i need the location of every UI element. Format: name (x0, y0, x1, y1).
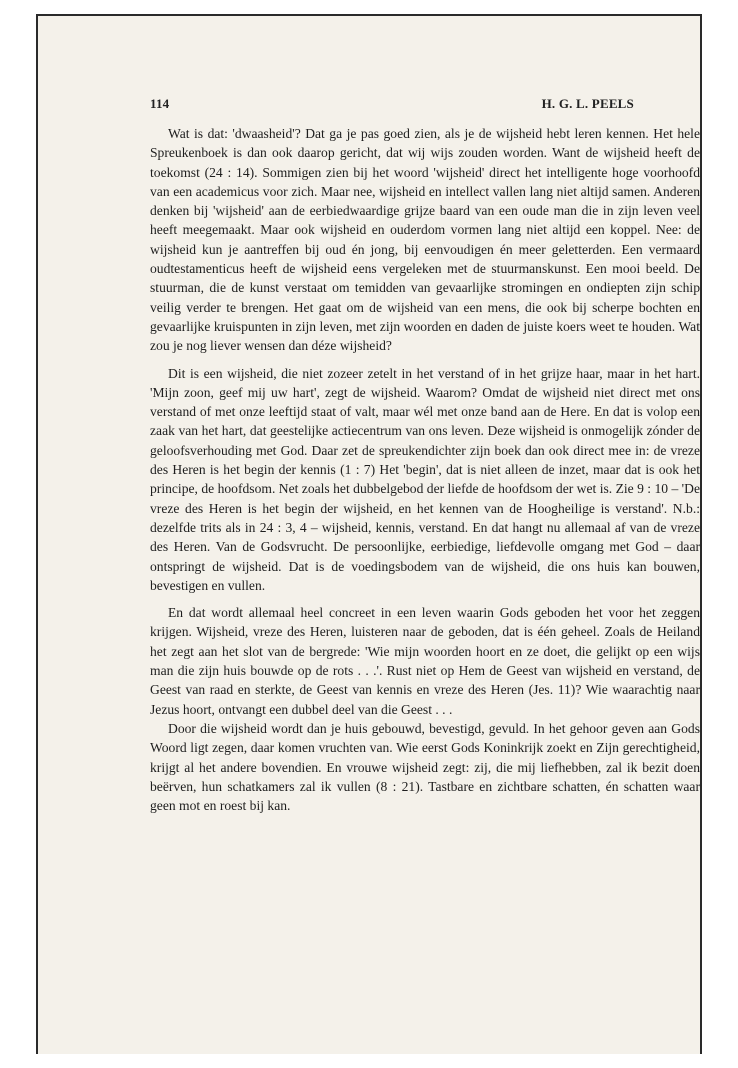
paragraph-3: En dat wordt allemaal heel concreet in een leven waarin Gods geboden het voor het zeggen krijgen. Wijsheid, vreze des Heren, luisteren naar de geboden, dat is één geheel. Zoals de Heiland het zegt aan het slot van de bergrede: 'Wie mijn woorden hoort en ze doet, die gelijkt op een wijs man die zijn huis bouwde op de rots . . .'. Rust niet op Hem de Geest van wijsheid en verstand, de Geest van raad en sterkte, de Geest van kennis en vreze des Heren (Jes. 11)? Wie waarachtig naar Jezus hoort, ontvangt een dubbel deel van die Geest . . . (150, 605, 700, 717)
paragraph-4: Door die wijsheid wordt dan je huis gebouwd, bevestigd, gevuld. In het gehoor geven aan Gods Woord ligt zegen, daar komen vruchten van. Wie eerst Gods Koninkrijk zoekt en Zijn gerechtigheid, krijgt al het andere bovendien. En vrouwe wijsheid zegt: zij, die mij liefhebben, zal ik bezit doen beërven, hun schatkamers zal ik vullen (8 : 21). Tastbare en zichtbare schatten, én schatten waar geen mot en roest bij kan. (150, 720, 700, 814)
running-title: H. G. L. PEELS (541, 96, 634, 111)
running-header (150, 96, 634, 112)
page-number: 114 (150, 96, 170, 111)
book-page (36, 14, 702, 1054)
body-text (150, 124, 700, 815)
paragraph-2: Dit is een wijsheid, die niet zozeer zetelt in het verstand of in het grijze haar, maar in het hart. 'Mijn zoon, geef mij uw hart', zegt de wijsheid. Waarom? Omdat de wijsheid niet direct met ons verstand of met onze leeftijd staat of valt, maar wél met onze band aan de Here. En dat is volop een zaak van het hart, dat geestelijke actiecentrum van ons leven. Deze wijsheid is onmogelijk zónder de geloofsverhouding met God. Daar zet de spreukendichter zijn boek dan ook direct mee in: de vreze des Heren is het begin der kennis (1 : 7) Het 'begin', dat is niet alleen de inzet, maar dat is ook het principe, de hoofdsom. Net zoals het dubbelgebod der liefde de hoofdsom der wet is. Zie 9 : 10 – 'De vreze des Heren is het begin der wijsheid, en het kennen van de Hoogheilige is verstand'. N.b.: dezelfde trits als in 24 : 3, 4 – wijsheid, kennis, verstand. En dat hangt nu allemaal af van de vreze des Heren. Van de Godsvrucht. De persoonlijke, eerbiedige, liefdevolle omgang met God – daar ontspringt de wijsheid. Dat is de voedingsbodem van de wijsheid, die ons huis kan bouwen, bevestigen en vullen. (150, 365, 700, 593)
paragraph-1: Wat is dat: 'dwaasheid'? Dat ga je pas goed zien, als je de wijsheid hebt leren kennen. Het hele Spreukenboek is dan ook daarop gericht, dat wij wijs zouden worden. Want de wijsheid heeft de toekomst (24 : 14). Sommigen zien bij het woord 'wijsheid' direct het intelligente hoge voorhoofd van een academicus voor zich. Maar nee, wijsheid en intellect vallen lang niet altijd samen. Anderen denken bij 'wijsheid' aan de eerbiedwaardige grijze baard van een oude man die in zijn leven veel heeft meegemaakt. Maar ook wijsheid en ouderdom vormen lang niet altijd een koppel. Nee: de wijsheid kun je aantreffen bij oud én jong, bij eenvoudigen én meer geletterden. Een vermaard oudtestamenticus heeft de wijsheid eens vergeleken met de stuurmanskunst. Een mooi beeld. De stuurman, die de kunst verstaat om temidden van gevaarlijke stromingen en ondiepten zijn schip veilig verder te brengen. Het gaat om de wijsheid van een mens, die ook bij scherpe bochten en gevaarlijke kruispunten in zijn leven, met zijn woorden en daden de juiste koers weet te houden. Wat zou je nog liever wensen dan déze wijsheid? (150, 126, 700, 354)
